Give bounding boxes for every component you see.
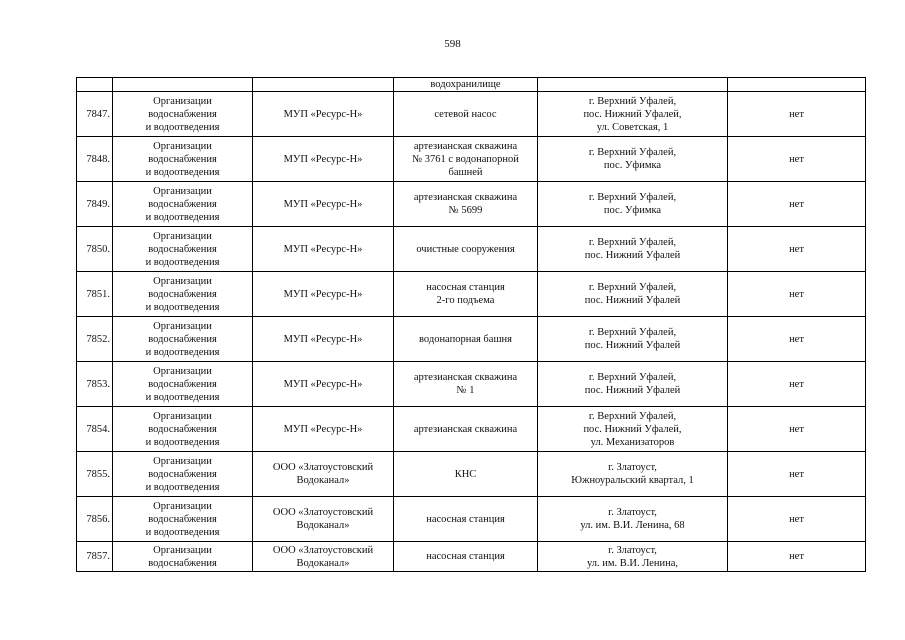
cell-status: нет (728, 92, 866, 137)
cell-org (253, 452, 394, 497)
cell-line: г. Верхний Уфалей, (588, 372, 677, 383)
table-row (77, 407, 866, 452)
cell-type (113, 317, 253, 362)
cell-line: Организации (153, 410, 212, 422)
cell-address (538, 362, 728, 407)
cell-line: и водоотведения (145, 526, 220, 538)
cell-line: Организации (153, 455, 212, 467)
cell-address (538, 227, 728, 272)
cell-line: артезианская скважина (413, 423, 518, 435)
cell-org (253, 317, 394, 362)
cell-address (538, 407, 728, 452)
cell-address (538, 78, 728, 92)
cell-line: пос. Нижний Уфалей, (583, 108, 682, 120)
cell-type (113, 542, 253, 572)
cell-object (394, 92, 538, 137)
cell-object (394, 137, 538, 182)
cell-num: 7851. (77, 272, 113, 317)
cell-object (394, 362, 538, 407)
cell-status: нет (728, 497, 866, 542)
cell-address (538, 497, 728, 542)
cell-line: водоснабжения (148, 333, 217, 345)
cell-type (113, 272, 253, 317)
cell-line: и водоотведения (145, 481, 220, 493)
cell-num: 7852. (77, 317, 113, 362)
cell-line: ул. им. В.И. Ленина, (586, 557, 679, 569)
cell-line: пос. Нижний Уфалей, (583, 423, 682, 435)
cell-org (253, 137, 394, 182)
cell-line: артезианская скважина (413, 372, 518, 383)
cell-line: МУП «Ресурс-Н» (283, 333, 363, 345)
cell-line: водоснабжения (148, 468, 217, 480)
cell-org (253, 272, 394, 317)
cell-line: г. Верхний Уфалей, (588, 327, 677, 338)
cell-line: МУП «Ресурс-Н» (283, 243, 363, 255)
cell-line: МУП «Ресурс-Н» (283, 288, 363, 300)
cell-line: артезианская скважина (413, 140, 518, 152)
cell-line: Организации (153, 185, 212, 197)
cell-object (394, 407, 538, 452)
cell-line: водонапорная башня (419, 333, 512, 345)
table-row (77, 137, 866, 182)
cell-status: нет (728, 137, 866, 182)
cell-line: Организации (153, 320, 212, 332)
table-row (77, 497, 866, 542)
cell-line: артезианская скважина (413, 192, 518, 203)
cell-line: водоснабжения (148, 378, 217, 390)
cell-line: Водоканал» (296, 475, 350, 486)
cell-line: Организации (153, 365, 212, 377)
table-row (77, 317, 866, 362)
cell-type (113, 452, 253, 497)
table-row (77, 362, 866, 407)
cell-line: ул. Советская, 1 (596, 121, 669, 133)
cell-org (253, 182, 394, 227)
cell-object (394, 227, 538, 272)
cell-num: 7849. (77, 182, 113, 227)
cell-line: КНС (454, 468, 477, 480)
cell-line: № 3761 с водонапорной (412, 153, 519, 165)
cell-line: Организации (153, 95, 212, 107)
cell-line: пос. Нижний Уфалей (584, 250, 681, 261)
cell-type (113, 407, 253, 452)
cell-status (728, 78, 866, 92)
cell-line: и водоотведения (145, 256, 220, 268)
cell-address (538, 182, 728, 227)
cell-line: водоснабжения (148, 557, 217, 569)
cell-status: нет (728, 542, 866, 572)
cell-line: насосная станция (426, 513, 505, 525)
cell-type (113, 182, 253, 227)
cell-num: 7854. (77, 407, 113, 452)
cell-status: нет (728, 227, 866, 272)
cell-status: нет (728, 272, 866, 317)
cell-line: и водоотведения (145, 301, 220, 313)
cell-line: насосная станция (426, 551, 505, 562)
cell-org (253, 542, 394, 572)
cell-line: МУП «Ресурс-Н» (283, 378, 363, 390)
cell-num: 7848. (77, 137, 113, 182)
cell-line: г. Златоуст, (608, 544, 657, 556)
table-row (77, 92, 866, 137)
cell-line: пос. Нижний Уфалей (584, 295, 681, 306)
registry-body (77, 78, 866, 572)
cell-line: пос. Нижний Уфалей (584, 340, 681, 351)
cell-address (538, 92, 728, 137)
cell-line: г. Верхний Уфалей, (588, 192, 677, 203)
cell-num (77, 78, 113, 92)
cell-line: Водоканал» (296, 520, 350, 531)
cell-line: пос. Уфимка (603, 160, 662, 171)
cell-line: Водоканал» (296, 557, 350, 569)
cell-status: нет (728, 452, 866, 497)
cell-line: МУП «Ресурс-Н» (283, 423, 363, 435)
cell-line: г. Верхний Уфалей, (588, 282, 677, 293)
cell-line: водоснабжения (148, 288, 217, 300)
table-row (77, 182, 866, 227)
cell-line: сетевой насос (434, 108, 497, 120)
cell-object (394, 182, 538, 227)
cell-status: нет (728, 407, 866, 452)
cell-org (253, 227, 394, 272)
cell-org (253, 92, 394, 137)
cell-line: Организации (153, 500, 212, 512)
table-row (77, 227, 866, 272)
cell-line: водоснабжения (148, 513, 217, 525)
cell-type (113, 227, 253, 272)
cell-line: Организации (153, 275, 212, 287)
cell-line: г. Верхний Уфалей, (588, 237, 677, 248)
page-number: 598 (444, 38, 461, 50)
cell-object (394, 272, 538, 317)
cell-type (113, 92, 253, 137)
continuation-row (77, 78, 866, 92)
cell-status: нет (728, 362, 866, 407)
cell-object: водохранилище (394, 78, 538, 92)
cell-line: № 5699 (448, 205, 483, 216)
registry-table (76, 77, 866, 572)
cell-line: ул. Механизаторов (590, 436, 675, 448)
cell-line: ул. им. В.И. Ленина, 68 (580, 520, 685, 531)
cell-org (253, 497, 394, 542)
cell-line: МУП «Ресурс-Н» (283, 153, 363, 165)
cell-object (394, 542, 538, 572)
cell-num: 7856. (77, 497, 113, 542)
cell-org (253, 362, 394, 407)
cell-object (394, 317, 538, 362)
table-row (77, 452, 866, 497)
cell-line: водоснабжения (148, 153, 217, 165)
cell-line: г. Верхний Уфалей, (588, 147, 677, 158)
cell-line: и водоотведения (145, 346, 220, 358)
cell-line: насосная станция (426, 282, 505, 293)
cell-line: г. Златоуст, (608, 507, 657, 518)
cell-type (113, 497, 253, 542)
cell-line: Южноуральский квартал, 1 (571, 475, 694, 486)
cell-line: водоснабжения (148, 243, 217, 255)
cell-org (253, 407, 394, 452)
cell-org (253, 78, 394, 92)
cell-line: пос. Нижний Уфалей (584, 385, 681, 396)
cell-address (538, 542, 728, 572)
cell-address (538, 272, 728, 317)
cell-status: нет (728, 182, 866, 227)
cell-line: г. Верхний Уфалей, (588, 95, 677, 107)
cell-line: 2-го подъема (436, 295, 495, 306)
cell-object (394, 497, 538, 542)
cell-line: очистные сооружения (416, 243, 515, 255)
cell-num: 7857. (77, 542, 113, 572)
cell-type (113, 362, 253, 407)
cell-line: г. Златоуст, (608, 462, 657, 473)
cell-line: г. Верхний Уфалей, (588, 410, 677, 422)
cell-num: 7855. (77, 452, 113, 497)
cell-address (538, 452, 728, 497)
cell-line: ООО «Златоустовский (272, 544, 374, 556)
cell-line: № 1 (456, 385, 475, 396)
cell-address (538, 317, 728, 362)
cell-num: 7850. (77, 227, 113, 272)
cell-line: водоснабжения (148, 423, 217, 435)
cell-num: 7853. (77, 362, 113, 407)
cell-line: и водоотведения (145, 211, 220, 223)
cell-line: ООО «Златоустовский (272, 462, 374, 473)
cell-type (113, 78, 253, 92)
cell-line: и водоотведения (145, 166, 220, 178)
cell-type (113, 137, 253, 182)
cell-object (394, 452, 538, 497)
cell-line: МУП «Ресурс-Н» (283, 108, 363, 120)
table-row (77, 542, 866, 572)
cell-line: и водоотведения (145, 121, 220, 133)
table-row (77, 272, 866, 317)
cell-line: и водоотведения (145, 391, 220, 403)
cell-line: башней (448, 166, 483, 178)
cell-line: и водоотведения (145, 436, 220, 448)
cell-address (538, 137, 728, 182)
cell-line: водоснабжения (148, 198, 217, 210)
cell-line: ООО «Златоустовский (272, 507, 374, 518)
cell-line: водоснабжения (148, 108, 217, 120)
cell-line: Организации (153, 230, 212, 242)
cell-line: МУП «Ресурс-Н» (283, 198, 363, 210)
cell-status: нет (728, 317, 866, 362)
cell-num: 7847. (77, 92, 113, 137)
cell-line: пос. Уфимка (603, 205, 662, 216)
cell-line: Организации (153, 140, 212, 152)
cell-line: Организации (153, 544, 212, 556)
